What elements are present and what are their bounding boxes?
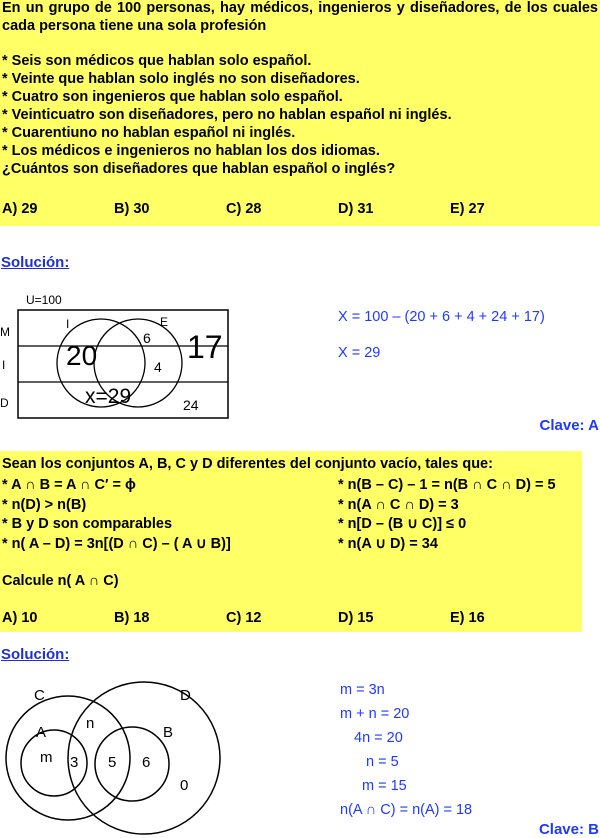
set-label-d: D bbox=[180, 687, 191, 704]
problem2-option-c[interactable]: C) 12 bbox=[226, 610, 262, 626]
value-17: 17 bbox=[187, 329, 223, 365]
problem1-condition: * Cuatro son ingenieros que hablan solo español. bbox=[2, 89, 343, 105]
solution2-equation: 4n = 20 bbox=[354, 730, 403, 746]
row-label-d: D bbox=[0, 396, 9, 410]
problem1-option-e[interactable]: E) 27 bbox=[450, 201, 485, 217]
solution1-equation: X = 29 bbox=[338, 345, 381, 361]
set-label-c: C bbox=[34, 687, 45, 704]
problem1-condition: * Veinte que hablan solo inglés no son diseñadores. bbox=[2, 71, 360, 87]
circle-label-e: E bbox=[160, 315, 169, 329]
circle-label-i: I bbox=[66, 317, 70, 331]
solution2-equation: m = 15 bbox=[362, 778, 407, 794]
problem2-intro: Sean los conjuntos A, B, C y D diferentes del conjunto vacío, tales que: bbox=[2, 456, 493, 472]
solution2-equation: n(A ∩ C) = n(A) = 18 bbox=[340, 802, 473, 818]
problem2-condition-left: * n(D) > n(B) bbox=[2, 497, 87, 513]
problem1-condition: * Los médicos e ingenieros no hablan los dos idiomas. bbox=[2, 143, 380, 159]
universe-label: U=100 bbox=[26, 293, 62, 307]
region-0: 0 bbox=[180, 777, 189, 794]
solution1-title: Solución: bbox=[1, 254, 70, 271]
row-label-m: M bbox=[0, 325, 10, 339]
value-20: 20 bbox=[66, 340, 98, 371]
problem1-condition: * Cuarentiuno no hablan español ni inglés. bbox=[2, 125, 296, 141]
value-4: 4 bbox=[154, 359, 162, 375]
solution1-equation: X = 100 – (20 + 6 + 4 + 24 + 17) bbox=[338, 309, 545, 325]
solution2-equation: m + n = 20 bbox=[340, 706, 410, 722]
problem2-condition-right: * n(A ∪ D) = 34 bbox=[338, 536, 438, 552]
region-5: 5 bbox=[108, 754, 117, 771]
problem1-question: ¿Cuántos son diseñadores que hablan español o inglés? bbox=[2, 161, 396, 177]
value-x: x=29 bbox=[85, 385, 132, 408]
problem1-statement: En un grupo de 100 personas, hay médicos, ingenieros y diseñadores, de los cuales cada persona tiene una sola profesión bbox=[2, 0, 598, 34]
region-m: m bbox=[40, 749, 53, 766]
problem2-condition-right: * n[D – (B ∪ C)] ≤ 0 bbox=[338, 516, 467, 532]
solution2-title: Solución: bbox=[1, 646, 70, 663]
solution2-clave: Clave: B bbox=[538, 821, 599, 838]
problem1-option-a[interactable]: A) 29 bbox=[2, 201, 38, 217]
problem1-condition: * Seis son médicos que hablan solo español. bbox=[2, 53, 312, 69]
solution1-clave: Clave: A bbox=[539, 417, 599, 434]
venn-diagram-1 bbox=[0, 290, 240, 420]
region-6: 6 bbox=[142, 754, 151, 771]
solution2-equation: n = 5 bbox=[366, 754, 399, 770]
value-24: 24 bbox=[183, 397, 199, 413]
problem2-condition-left: * n( A – D) = 3n[(D ∩ C) – ( A ∪ B)] bbox=[2, 536, 231, 552]
solution2-equation: m = 3n bbox=[340, 682, 385, 698]
problem2-condition-left: * B y D son comparables bbox=[2, 516, 173, 532]
value-6: 6 bbox=[143, 330, 151, 346]
set-label-b: B bbox=[163, 724, 174, 741]
problem1-option-c[interactable]: C) 28 bbox=[226, 201, 262, 217]
problem2-option-e[interactable]: E) 16 bbox=[450, 610, 485, 626]
problem2-option-d[interactable]: D) 15 bbox=[338, 610, 374, 626]
row-label-i: I bbox=[2, 358, 6, 372]
problem1-option-d[interactable]: D) 31 bbox=[338, 201, 374, 217]
problem2-condition-right: * n(A ∩ C ∩ D) = 3 bbox=[338, 497, 459, 513]
region-3: 3 bbox=[70, 754, 79, 771]
problem2-option-b[interactable]: B) 18 bbox=[114, 610, 150, 626]
problem2-option-a[interactable]: A) 10 bbox=[2, 610, 38, 626]
problem2-question: Calcule n( A ∩ C) bbox=[2, 573, 119, 589]
problem1-condition: * Veinticuatro son diseñadores, pero no hablan español ni inglés. bbox=[2, 107, 452, 123]
problem1-option-b[interactable]: B) 30 bbox=[114, 201, 150, 217]
set-label-a: A bbox=[36, 724, 47, 741]
problem2-condition-left: * A ∩ B = A ∩ C′ = ϕ bbox=[2, 477, 136, 493]
problem2-condition-right: * n(B – C) – 1 = n(B ∩ C ∩ D) = 5 bbox=[338, 477, 556, 493]
venn-diagram-2 bbox=[0, 675, 232, 837]
region-n: n bbox=[86, 715, 95, 732]
